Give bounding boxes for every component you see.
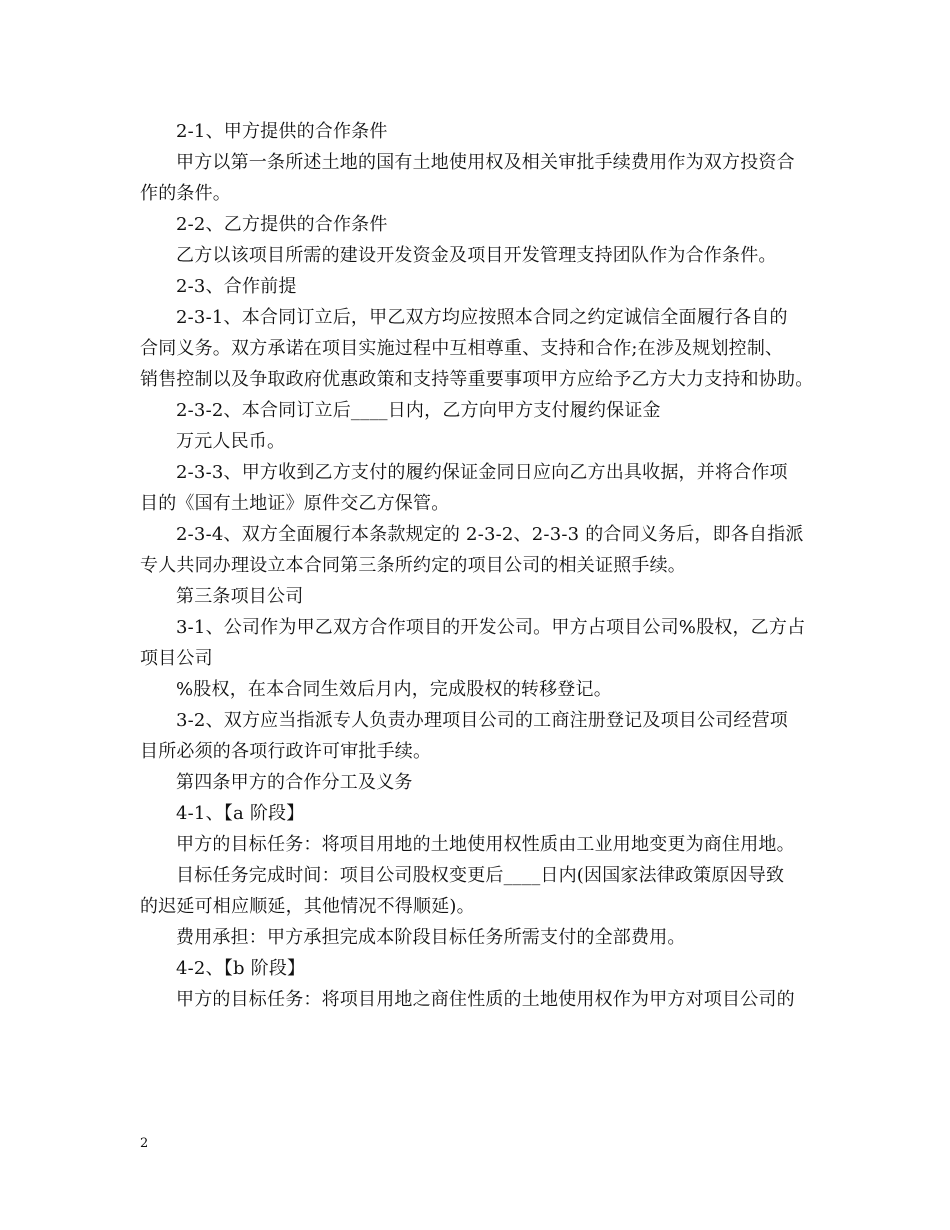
text-line: 2-3-2、本合同订立后____日内，乙方向甲方支付履约保证金 <box>176 400 661 421</box>
text-line: 2-3-3、甲方收到乙方支付的履约保证金同日应向乙方出具收据，并将合作项 <box>176 462 788 483</box>
text-line: 费用承担：甲方承担完成本阶段目标任务所需支付的全部费用。 <box>176 927 686 948</box>
text-line: 合同义务。双方承诺在项目实施过程中互相尊重、支持和合作;在涉及规划控制、 <box>140 338 784 359</box>
text-line: 目标任务完成时间：项目公司股权变更后____日内(因国家法律政策原因导致 <box>176 865 785 886</box>
text-line: 3-2、双方应当指派专人负责办理项目公司的工商注册登记及项目公司经营项 <box>176 710 788 731</box>
text-line: 2-3-1、本合同订立后，甲乙双方均应按照本合同之约定诚信全面履行各自的 <box>176 307 788 328</box>
text-line: %股权，在本合同生效后月内，完成股权的转移登记。 <box>176 679 612 700</box>
section-heading: 第四条甲方的合作分工及义务 <box>176 772 413 793</box>
text-line: 4-1、【a 阶段】 <box>176 803 305 824</box>
text-line: 销售控制以及争取政府优惠政策和支持等重要事项甲方应给予乙方大力支持和协助。 <box>140 369 814 390</box>
text-line: 3-1、公司作为甲乙双方合作项目的开发公司。甲方占项目公司%股权，乙方占 <box>176 617 806 638</box>
text-line: 甲方的目标任务：将项目用地之商住性质的土地使用权作为甲方对项目公司的 <box>176 989 795 1010</box>
text-line: 万元人民币。 <box>176 431 286 452</box>
text-line: 2-3、合作前提 <box>176 276 297 297</box>
text-line: 2-2、乙方提供的合作条件 <box>176 214 388 235</box>
text-line: 4-2、【b 阶段】 <box>176 958 306 979</box>
document-body <box>140 116 820 1015</box>
text-line: 项目公司 <box>140 648 213 669</box>
text-line: 作的条件。 <box>140 183 231 204</box>
section-heading: 第三条项目公司 <box>176 586 304 607</box>
text-line: 2-3-4、双方全面履行本条款规定的 2-3-2、2-3-3 的合同义务后，即各自指派 <box>176 524 804 545</box>
text-line: 的迟延可相应顺延，其他情况不得顺延)。 <box>140 896 475 917</box>
text-line: 甲方的目标任务：将项目用地的土地使用权性质由工业用地变更为商住用地。 <box>176 834 795 855</box>
text-line: 目的《国有土地证》原件交乙方保管。 <box>140 493 450 514</box>
text-line: 甲方以第一条所述土地的国有土地使用权及相关审批手续费用作为双方投资合 <box>176 152 795 173</box>
page-number: 2 <box>140 1136 149 1151</box>
text-line: 目所必须的各项行政许可审批手续。 <box>140 741 432 762</box>
text-line: 乙方以该项目所需的建设开发资金及项目开发管理支持团队作为合作条件。 <box>176 245 777 266</box>
text-line: 2-1、甲方提供的合作条件 <box>176 121 388 142</box>
text-line: 专人共同办理设立本合同第三条所约定的项目公司的相关证照手续。 <box>140 555 686 576</box>
